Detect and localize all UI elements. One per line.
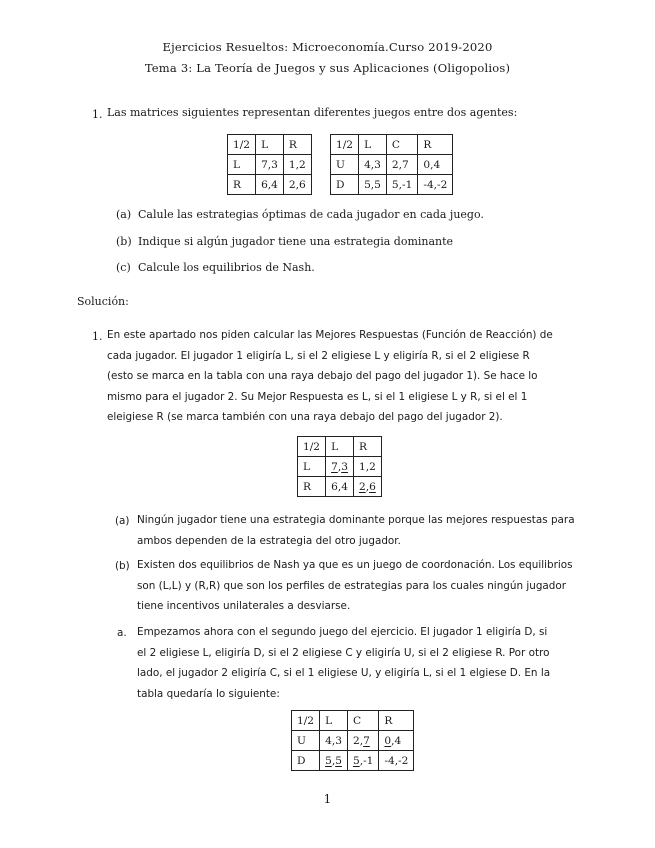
payoff-p2: 3	[335, 734, 342, 747]
table-cell: D	[292, 751, 320, 771]
payoff-p1-best-response: 7	[331, 460, 338, 473]
item-second-game-text	[137, 622, 577, 704]
payoff-p1: 4	[325, 734, 332, 747]
payoff-separator: ,	[394, 754, 399, 767]
paragraph-line: mismo para el jugador 2. Su Mejor Respuesta es L, si el 1 eligiese L y R, si el el 1	[107, 390, 528, 403]
header-title: Ejercicios Resueltos: Microeconomía.Curso 2019-2020	[162, 40, 493, 54]
question-text: Calcule los equilibrios de Nash.	[138, 261, 315, 274]
payoff-p2-best-response: 7	[363, 734, 370, 747]
table-cell: R	[379, 711, 414, 731]
payoff-p2-best-response: 3	[341, 460, 348, 473]
payoff-p1: 6	[331, 480, 338, 493]
table-cell: 1/2	[331, 135, 359, 155]
paragraph-line: el 2 eligiese L, eligiría D, si el 2 eligiese C y eligiría U, si el 2 eligiese R. Por otro	[137, 646, 550, 659]
table-cell: R	[353, 437, 381, 457]
payoff-p2-best-response: 5	[335, 754, 342, 767]
table-cell: 1/2	[298, 437, 326, 457]
payoff-p2-best-response: 6	[369, 480, 376, 493]
question-label: (a)	[116, 208, 132, 221]
table-cell: D	[331, 175, 359, 195]
table-cell: L	[359, 135, 387, 155]
item-a-text	[137, 510, 577, 551]
table-row	[228, 155, 312, 175]
table-row	[298, 457, 382, 477]
paragraph-line: Existen dos equilibrios de Nash ya que es un juego de coordonación. Los equilibrios	[137, 559, 573, 571]
table-cell: 4,3	[359, 155, 387, 175]
payoff-separator: ,	[359, 754, 364, 767]
table-row	[292, 751, 414, 771]
payoff-p2: -2	[398, 754, 409, 767]
table-cell: L	[298, 457, 326, 477]
game-table-1	[227, 134, 312, 195]
table-cell: 6,4	[256, 175, 284, 195]
table-cell: R	[228, 175, 256, 195]
payoff-separator: ,	[331, 754, 336, 767]
paragraph-line: Empezamos ahora con el segundo juego del ejercicio. El jugador 1 eligiría D, si	[137, 626, 548, 638]
table-row	[228, 175, 312, 195]
payoff-cell	[320, 751, 348, 771]
table-row	[298, 477, 382, 497]
table-cell: L	[326, 437, 354, 457]
payoff-separator: ,	[337, 460, 342, 473]
payoff-p1: -4	[384, 754, 395, 767]
table-header-row	[298, 437, 382, 457]
payoff-cell	[320, 731, 348, 751]
solution-number: 1.	[92, 330, 103, 343]
payoff-cell	[347, 751, 378, 771]
table-cell: 5,5	[359, 175, 387, 195]
game-table-2	[330, 134, 453, 195]
item-label: a.	[117, 627, 127, 639]
table-cell: 0,4	[418, 155, 453, 175]
page-number: 1	[323, 792, 332, 806]
payoff-p1: 2	[352, 734, 360, 747]
table-cell: 5,-1	[386, 175, 417, 195]
paragraph-line: Ningún jugador tiene una estrategia dominante porque las mejores respuestas para	[137, 514, 575, 526]
payoff-p1: 1	[358, 460, 366, 473]
payoff-p2: -1	[363, 754, 374, 767]
question-text: Calule las estrategias óptimas de cada jugador en cada juego.	[138, 208, 484, 221]
solution-title: Solución:	[77, 295, 129, 308]
payoff-p1-best-response: 0	[384, 734, 392, 747]
paragraph-line: son (L,L) y (R,R) que son los perfiles de estrategias para los cuales ningún jugador	[137, 579, 567, 592]
table-cell: 7,3	[256, 155, 284, 175]
table-cell: C	[386, 135, 417, 155]
table-cell: L	[320, 711, 348, 731]
table-cell: 1,2	[283, 155, 311, 175]
table-header-row	[228, 135, 312, 155]
table-header-row	[292, 711, 414, 731]
table-cell: 1/2	[292, 711, 320, 731]
paragraph-line: tiene incentivos unilaterales a desviarse.	[137, 600, 351, 613]
table-row	[331, 155, 453, 175]
question-label: (b)	[116, 235, 132, 248]
question-text: Indique si algún jugador tiene una estrategia dominante	[138, 235, 454, 248]
table-cell: U	[292, 731, 320, 751]
paragraph-line: ambos dependen de la estrategia del otro jugador.	[137, 534, 401, 547]
table-cell: R	[298, 477, 326, 497]
table-row	[331, 175, 453, 195]
payoff-p2: 4	[394, 734, 402, 747]
header-subtitle: Tema 3: La Teoría de Juegos y sus Aplicaciones (Oligopolios)	[144, 61, 511, 75]
payoff-cell	[353, 477, 381, 497]
payoff-separator: ,	[337, 480, 342, 493]
payoff-cell	[379, 731, 414, 751]
table-header-row	[331, 135, 453, 155]
exercise-intro: Las matrices siguientes representan diferentes juegos entre dos agentes:	[107, 106, 518, 119]
paragraph-line: eleigiese R (se marca también con una raya debajo del pago del jugador 2).	[107, 411, 503, 424]
paragraph-line: cada jugador. El jugador 1 eligiría L, si el 2 eligiese L y eligiría R, si el 2 eligiese R	[107, 349, 530, 362]
payoff-cell	[353, 457, 381, 477]
exercise-number: 1.	[92, 108, 103, 121]
payoff-cell	[347, 731, 378, 751]
paragraph-line: lado, el jugador 2 eligiría C, si el 1 eligiese U, y eligiría L, si el 1 elgiese D. En la	[137, 667, 551, 680]
item-label: (b)	[115, 560, 130, 572]
solution-paragraph-1	[107, 325, 577, 428]
table-cell: 2,6	[283, 175, 311, 195]
payoff-p2: 2	[369, 460, 376, 473]
table-cell: C	[347, 711, 378, 731]
table-cell: R	[418, 135, 453, 155]
paragraph-line: (esto se marca en la tabla con una raya debajo del pago del jugador 1). Se hace lo	[107, 370, 538, 383]
table-cell: L	[256, 135, 284, 155]
table-cell: U	[331, 155, 359, 175]
payoff-p1-best-response: 5	[325, 754, 332, 767]
payoff-separator: ,	[359, 734, 364, 747]
payoff-p2: 4	[341, 480, 348, 493]
question-label: (c)	[116, 261, 131, 274]
payoff-cell	[326, 457, 354, 477]
paragraph-line: tabla quedaría lo siguiente:	[137, 687, 280, 700]
best-response-table-1	[297, 436, 382, 497]
table-row	[292, 731, 414, 751]
payoff-separator: ,	[365, 480, 370, 493]
table-cell: 2,7	[386, 155, 417, 175]
table-cell: L	[228, 155, 256, 175]
payoff-separator: ,	[331, 734, 336, 747]
payoff-cell	[326, 477, 354, 497]
paragraph-line: En este apartado nos piden calcular las Mejores Respuestas (Función de Reacción) de	[107, 329, 553, 341]
payoff-separator: ,	[365, 460, 370, 473]
table-cell: R	[283, 135, 311, 155]
item-b-text	[137, 555, 577, 617]
payoff-cell	[379, 751, 414, 771]
table-cell: 1/2	[228, 135, 256, 155]
table-cell: -4,-2	[418, 175, 453, 195]
best-response-table-2	[291, 710, 414, 771]
payoff-separator: ,	[391, 734, 395, 747]
item-label: (a)	[115, 515, 130, 527]
payoff-p1-best-response: 2	[358, 480, 366, 493]
payoff-p1-best-response: 5	[352, 754, 360, 767]
